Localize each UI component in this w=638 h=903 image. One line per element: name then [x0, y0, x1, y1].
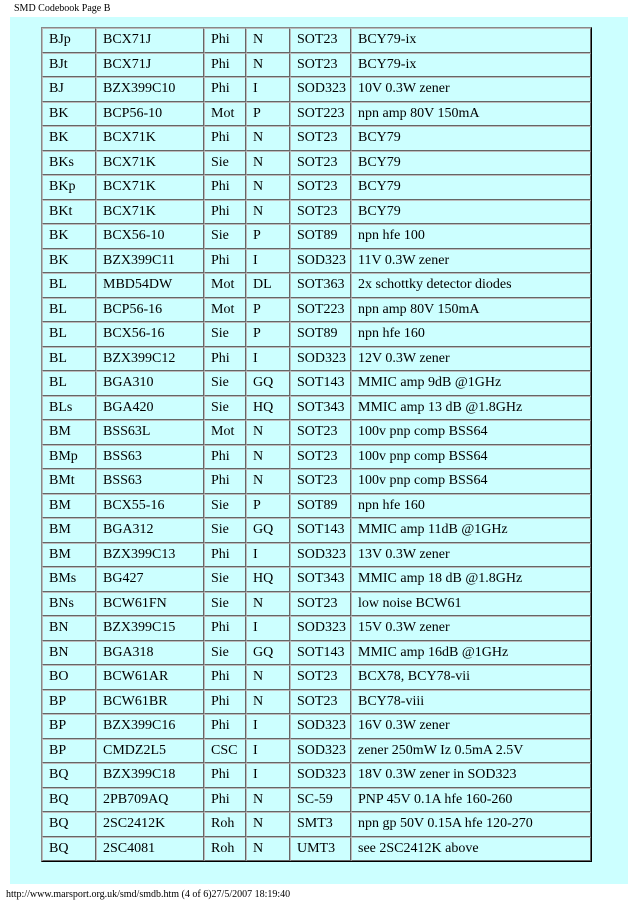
package-cell: SOT23 [290, 126, 351, 151]
pinout-cell: I [246, 77, 290, 102]
pinout-cell: N [246, 837, 290, 862]
marking-code-cell: BM [42, 420, 96, 445]
marking-code-cell: BQ [42, 837, 96, 862]
package-cell: SOT23 [290, 53, 351, 78]
pinout-cell: I [246, 543, 290, 568]
description-cell: 100v pnp comp BSS64 [351, 445, 591, 470]
manufacturer-cell: Phi [204, 616, 246, 641]
pinout-cell: N [246, 690, 290, 715]
package-cell: SOT143 [290, 371, 351, 396]
part-number-cell: BGA318 [96, 641, 204, 666]
manufacturer-cell: Roh [204, 837, 246, 862]
pinout-cell: N [246, 788, 290, 813]
description-cell: BCY79 [351, 175, 591, 200]
manufacturer-cell: Sie [204, 494, 246, 519]
description-cell: MMIC amp 11dB @1GHz [351, 518, 591, 543]
table-row [42, 420, 591, 445]
description-cell: BCY79 [351, 200, 591, 225]
table-row [42, 567, 591, 592]
part-number-cell: BCW61FN [96, 592, 204, 617]
marking-code-cell: BK [42, 224, 96, 249]
manufacturer-cell: Phi [204, 469, 246, 494]
marking-code-cell: BL [42, 322, 96, 347]
manufacturer-cell: Phi [204, 175, 246, 200]
pinout-cell: P [246, 322, 290, 347]
part-number-cell: BZX399C10 [96, 77, 204, 102]
pinout-cell: DL [246, 273, 290, 298]
manufacturer-cell: Phi [204, 249, 246, 274]
part-number-cell: BZX399C15 [96, 616, 204, 641]
package-cell: SOT23 [290, 28, 351, 53]
manufacturer-cell: Phi [204, 53, 246, 78]
pinout-cell: N [246, 175, 290, 200]
marking-code-cell: BN [42, 616, 96, 641]
marking-code-cell: BN [42, 641, 96, 666]
part-number-cell: BGA310 [96, 371, 204, 396]
description-cell: BCY79 [351, 151, 591, 176]
description-cell: low noise BCW61 [351, 592, 591, 617]
marking-code-cell: BNs [42, 592, 96, 617]
package-cell: SOD323 [290, 249, 351, 274]
part-number-cell: BZX399C18 [96, 763, 204, 788]
table-row [42, 469, 591, 494]
pinout-cell: HQ [246, 396, 290, 421]
description-cell: BCY78-viii [351, 690, 591, 715]
part-number-cell: BGA420 [96, 396, 204, 421]
package-cell: SOT23 [290, 469, 351, 494]
marking-code-cell: BJt [42, 53, 96, 78]
package-cell: SOT343 [290, 567, 351, 592]
package-cell: SOT23 [290, 151, 351, 176]
table-row [42, 494, 591, 519]
part-number-cell: BZX399C12 [96, 347, 204, 372]
package-cell: SOD323 [290, 739, 351, 764]
part-number-cell: BCX71J [96, 53, 204, 78]
description-cell: BCY79-ix [351, 53, 591, 78]
marking-code-cell: BL [42, 371, 96, 396]
package-cell: SOT89 [290, 322, 351, 347]
manufacturer-cell: Sie [204, 641, 246, 666]
package-cell: SOT223 [290, 102, 351, 127]
part-number-cell: BSS63L [96, 420, 204, 445]
package-cell: SOT23 [290, 592, 351, 617]
table-row [42, 298, 591, 323]
codebook-panel [10, 17, 628, 884]
manufacturer-cell: Mot [204, 102, 246, 127]
pinout-cell: I [246, 616, 290, 641]
package-cell: SOT23 [290, 665, 351, 690]
marking-code-cell: BL [42, 298, 96, 323]
pinout-cell: GQ [246, 518, 290, 543]
manufacturer-cell: Mot [204, 420, 246, 445]
table-row [42, 322, 591, 347]
marking-code-cell: BJ [42, 77, 96, 102]
table-row [42, 273, 591, 298]
table-row [42, 616, 591, 641]
table-row [42, 347, 591, 372]
marking-code-cell: BP [42, 739, 96, 764]
package-cell: SOT143 [290, 641, 351, 666]
package-cell: SMT3 [290, 812, 351, 837]
marking-code-cell: BO [42, 665, 96, 690]
manufacturer-cell: Sie [204, 151, 246, 176]
manufacturer-cell: Sie [204, 396, 246, 421]
part-number-cell: BCX56-16 [96, 322, 204, 347]
part-number-cell: BSS63 [96, 445, 204, 470]
manufacturer-cell: Sie [204, 371, 246, 396]
part-number-cell: 2SC4081 [96, 837, 204, 862]
description-cell: PNP 45V 0.1A hfe 160-260 [351, 788, 591, 813]
package-cell: SOT343 [290, 396, 351, 421]
pinout-cell: HQ [246, 567, 290, 592]
package-cell: SOD323 [290, 616, 351, 641]
description-cell: MMIC amp 16dB @1GHz [351, 641, 591, 666]
marking-code-cell: BK [42, 126, 96, 151]
package-cell: SOD323 [290, 714, 351, 739]
part-number-cell: BSS63 [96, 469, 204, 494]
table-row [42, 249, 591, 274]
table-row [42, 543, 591, 568]
part-number-cell: BG427 [96, 567, 204, 592]
description-cell: 10V 0.3W zener [351, 77, 591, 102]
marking-code-cell: BKt [42, 200, 96, 225]
package-cell: SOT363 [290, 273, 351, 298]
part-number-cell: BCX71K [96, 126, 204, 151]
part-number-cell: BCP56-16 [96, 298, 204, 323]
manufacturer-cell: Sie [204, 224, 246, 249]
package-cell: SOT23 [290, 420, 351, 445]
table-row [42, 739, 591, 764]
table-row [42, 788, 591, 813]
pinout-cell: N [246, 28, 290, 53]
manufacturer-cell: Phi [204, 788, 246, 813]
part-number-cell: BCW61AR [96, 665, 204, 690]
table-row [42, 665, 591, 690]
part-number-cell: BCX56-10 [96, 224, 204, 249]
part-number-cell: BCX55-16 [96, 494, 204, 519]
part-number-cell: MBD54DW [96, 273, 204, 298]
table-row [42, 518, 591, 543]
description-cell: BCY79-ix [351, 28, 591, 53]
description-cell: MMIC amp 18 dB @1.8GHz [351, 567, 591, 592]
marking-code-cell: BL [42, 347, 96, 372]
description-cell: npn amp 80V 150mA [351, 102, 591, 127]
page-footer-url: http://www.marsport.org.uk/smd/smdb.htm (4 of 6)27/5/2007 18:19:40 [6, 889, 291, 900]
page-header: SMD Codebook Page B [14, 3, 111, 14]
table-row [42, 151, 591, 176]
table-row [42, 175, 591, 200]
pinout-cell: GQ [246, 371, 290, 396]
part-number-cell: BCW61BR [96, 690, 204, 715]
part-number-cell: BZX399C13 [96, 543, 204, 568]
part-number-cell: BGA312 [96, 518, 204, 543]
description-cell: 11V 0.3W zener [351, 249, 591, 274]
manufacturer-cell: Phi [204, 445, 246, 470]
manufacturer-cell: Sie [204, 567, 246, 592]
pinout-cell: I [246, 714, 290, 739]
package-cell: SOT23 [290, 690, 351, 715]
pinout-cell: N [246, 812, 290, 837]
description-cell: 100v pnp comp BSS64 [351, 469, 591, 494]
package-cell: SOT143 [290, 518, 351, 543]
pinout-cell: GQ [246, 641, 290, 666]
codebook-table-body [42, 28, 591, 861]
marking-code-cell: BQ [42, 763, 96, 788]
table-row [42, 28, 591, 53]
description-cell: npn gp 50V 0.15A hfe 120-270 [351, 812, 591, 837]
marking-code-cell: BQ [42, 812, 96, 837]
table-row [42, 396, 591, 421]
manufacturer-cell: Phi [204, 200, 246, 225]
manufacturer-cell: Phi [204, 347, 246, 372]
manufacturer-cell: Mot [204, 298, 246, 323]
part-number-cell: BZX399C11 [96, 249, 204, 274]
marking-code-cell: BMp [42, 445, 96, 470]
manufacturer-cell: Roh [204, 812, 246, 837]
table-row [42, 77, 591, 102]
manufacturer-cell: Phi [204, 28, 246, 53]
description-cell: npn amp 80V 150mA [351, 298, 591, 323]
table-row [42, 812, 591, 837]
marking-code-cell: BJp [42, 28, 96, 53]
description-cell: 12V 0.3W zener [351, 347, 591, 372]
pinout-cell: N [246, 469, 290, 494]
description-cell: npn hfe 100 [351, 224, 591, 249]
pinout-cell: N [246, 665, 290, 690]
manufacturer-cell: Phi [204, 126, 246, 151]
pinout-cell: P [246, 298, 290, 323]
marking-code-cell: BMt [42, 469, 96, 494]
manufacturer-cell: Phi [204, 763, 246, 788]
table-row [42, 371, 591, 396]
manufacturer-cell: Phi [204, 77, 246, 102]
pinout-cell: N [246, 592, 290, 617]
description-cell: 18V 0.3W zener in SOD323 [351, 763, 591, 788]
manufacturer-cell: CSC [204, 739, 246, 764]
description-cell: BCX78, BCY78-vii [351, 665, 591, 690]
package-cell: SOD323 [290, 543, 351, 568]
package-cell: SOD323 [290, 347, 351, 372]
table-row [42, 592, 591, 617]
table-row [42, 641, 591, 666]
package-cell: SOT223 [290, 298, 351, 323]
pinout-cell: I [246, 347, 290, 372]
marking-code-cell: BQ [42, 788, 96, 813]
package-cell: SOT23 [290, 445, 351, 470]
marking-code-cell: BP [42, 690, 96, 715]
part-number-cell: CMDZ2L5 [96, 739, 204, 764]
table-row [42, 445, 591, 470]
part-number-cell: BCX71K [96, 175, 204, 200]
pinout-cell: N [246, 445, 290, 470]
table-row [42, 837, 591, 862]
package-cell: SC-59 [290, 788, 351, 813]
part-number-cell: BCX71K [96, 200, 204, 225]
codebook-table [41, 27, 592, 862]
table-row [42, 102, 591, 127]
marking-code-cell: BKs [42, 151, 96, 176]
pinout-cell: N [246, 420, 290, 445]
manufacturer-cell: Phi [204, 714, 246, 739]
pinout-cell: I [246, 739, 290, 764]
manufacturer-cell: Phi [204, 543, 246, 568]
table-row [42, 200, 591, 225]
marking-code-cell: BL [42, 273, 96, 298]
marking-code-cell: BM [42, 543, 96, 568]
part-number-cell: BCP56-10 [96, 102, 204, 127]
table-row [42, 763, 591, 788]
package-cell: SOT89 [290, 494, 351, 519]
part-number-cell: BCX71J [96, 28, 204, 53]
description-cell: 15V 0.3W zener [351, 616, 591, 641]
marking-code-cell: BLs [42, 396, 96, 421]
table-row [42, 126, 591, 151]
description-cell: npn hfe 160 [351, 494, 591, 519]
package-cell: UMT3 [290, 837, 351, 862]
manufacturer-cell: Sie [204, 592, 246, 617]
description-cell: zener 250mW Iz 0.5mA 2.5V [351, 739, 591, 764]
pinout-cell: P [246, 494, 290, 519]
pinout-cell: N [246, 126, 290, 151]
table-row [42, 690, 591, 715]
description-cell: 13V 0.3W zener [351, 543, 591, 568]
description-cell: npn hfe 160 [351, 322, 591, 347]
table-row [42, 53, 591, 78]
description-cell: MMIC amp 9dB @1GHz [351, 371, 591, 396]
pinout-cell: I [246, 763, 290, 788]
package-cell: SOT89 [290, 224, 351, 249]
pinout-cell: P [246, 224, 290, 249]
marking-code-cell: BK [42, 102, 96, 127]
package-cell: SOD323 [290, 77, 351, 102]
package-cell: SOT23 [290, 200, 351, 225]
marking-code-cell: BM [42, 494, 96, 519]
manufacturer-cell: Phi [204, 690, 246, 715]
description-cell: 100v pnp comp BSS64 [351, 420, 591, 445]
part-number-cell: 2SC2412K [96, 812, 204, 837]
table-row [42, 224, 591, 249]
description-cell: see 2SC2412K above [351, 837, 591, 862]
part-number-cell: BCX71K [96, 151, 204, 176]
part-number-cell: 2PB709AQ [96, 788, 204, 813]
marking-code-cell: BMs [42, 567, 96, 592]
part-number-cell: BZX399C16 [96, 714, 204, 739]
pinout-cell: P [246, 102, 290, 127]
manufacturer-cell: Phi [204, 665, 246, 690]
package-cell: SOD323 [290, 763, 351, 788]
package-cell: SOT23 [290, 175, 351, 200]
description-cell: MMIC amp 13 dB @1.8GHz [351, 396, 591, 421]
manufacturer-cell: Sie [204, 518, 246, 543]
description-cell: 2x schottky detector diodes [351, 273, 591, 298]
manufacturer-cell: Mot [204, 273, 246, 298]
description-cell: BCY79 [351, 126, 591, 151]
pinout-cell: N [246, 53, 290, 78]
pinout-cell: I [246, 249, 290, 274]
pinout-cell: N [246, 151, 290, 176]
marking-code-cell: BK [42, 249, 96, 274]
manufacturer-cell: Sie [204, 322, 246, 347]
marking-code-cell: BP [42, 714, 96, 739]
marking-code-cell: BKp [42, 175, 96, 200]
description-cell: 16V 0.3W zener [351, 714, 591, 739]
marking-code-cell: BM [42, 518, 96, 543]
table-row [42, 714, 591, 739]
pinout-cell: N [246, 200, 290, 225]
